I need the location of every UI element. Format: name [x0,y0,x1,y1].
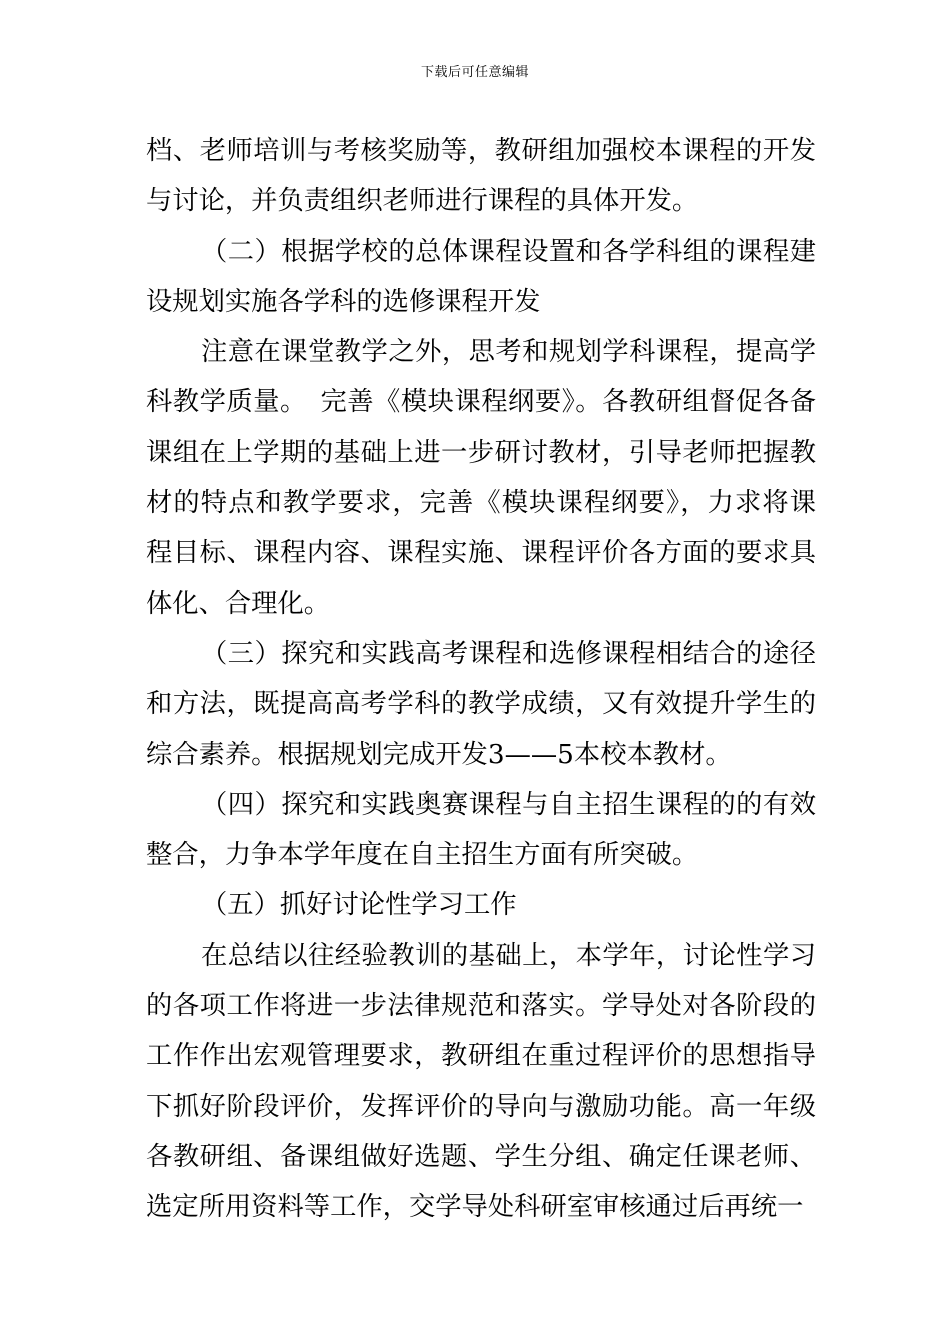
paragraph-continuation: 档、老师培训与考核奖励等，教研组加强校本课程的开发与讨论，并负责组织老师进行课程的具体开发。 [146,136,816,217]
paragraph-section-3: （三）探究和实践高考课程和选修课程相结合的途径和方法，既提高高考学科的教学成绩，又有效提升学生的综合素养。根据规划完成开发3——5本校本教材。 [146,638,816,770]
document-body [146,126,816,1233]
paragraph-section-5-heading: （五）抓好讨论性学习工作 [201,890,517,921]
page-header: 下载后可任意编辑 [420,65,529,80]
paragraph-section-2-body: 注意在课堂教学之外，思考和规划学科课程，提高学科教学质量。 完善《模块课程纲要》。各教研组督促各备课组在上学期的基础上进一步研讨教材，引导老师把握教材的特点和教学要求，完善《模块课程纲要》，力求将课程目标、课程内容、课程实施、课程评价各方面的要求具体化、合理化。 [146,337,816,619]
paragraph-section-4: （四）探究和实践奥赛课程与自主招生课程的的有效整合，力争本学年度在自主招生方面有所突破。 [146,789,816,871]
paragraph-section-2-heading: （二）根据学校的总体课程设置和各学科组的课程建设规划实施各学科的选修课程开发 [146,236,816,317]
paragraph-section-5-body: 在总结以往经验教训的基础上，本学年，讨论性学习的各项工作将进一步法律规范和落实。学导处对各阶段的工作作出宏观管理要求，教研组在重过程评价的思想指导下抓好阶段评价，发挥评价的导向与激励功能。高一年级各教研组、备课组做好选题、学生分组、确定任课老师、选定所用资料等工作，交学导处科研室审核通过后再统一 [146,940,816,1223]
